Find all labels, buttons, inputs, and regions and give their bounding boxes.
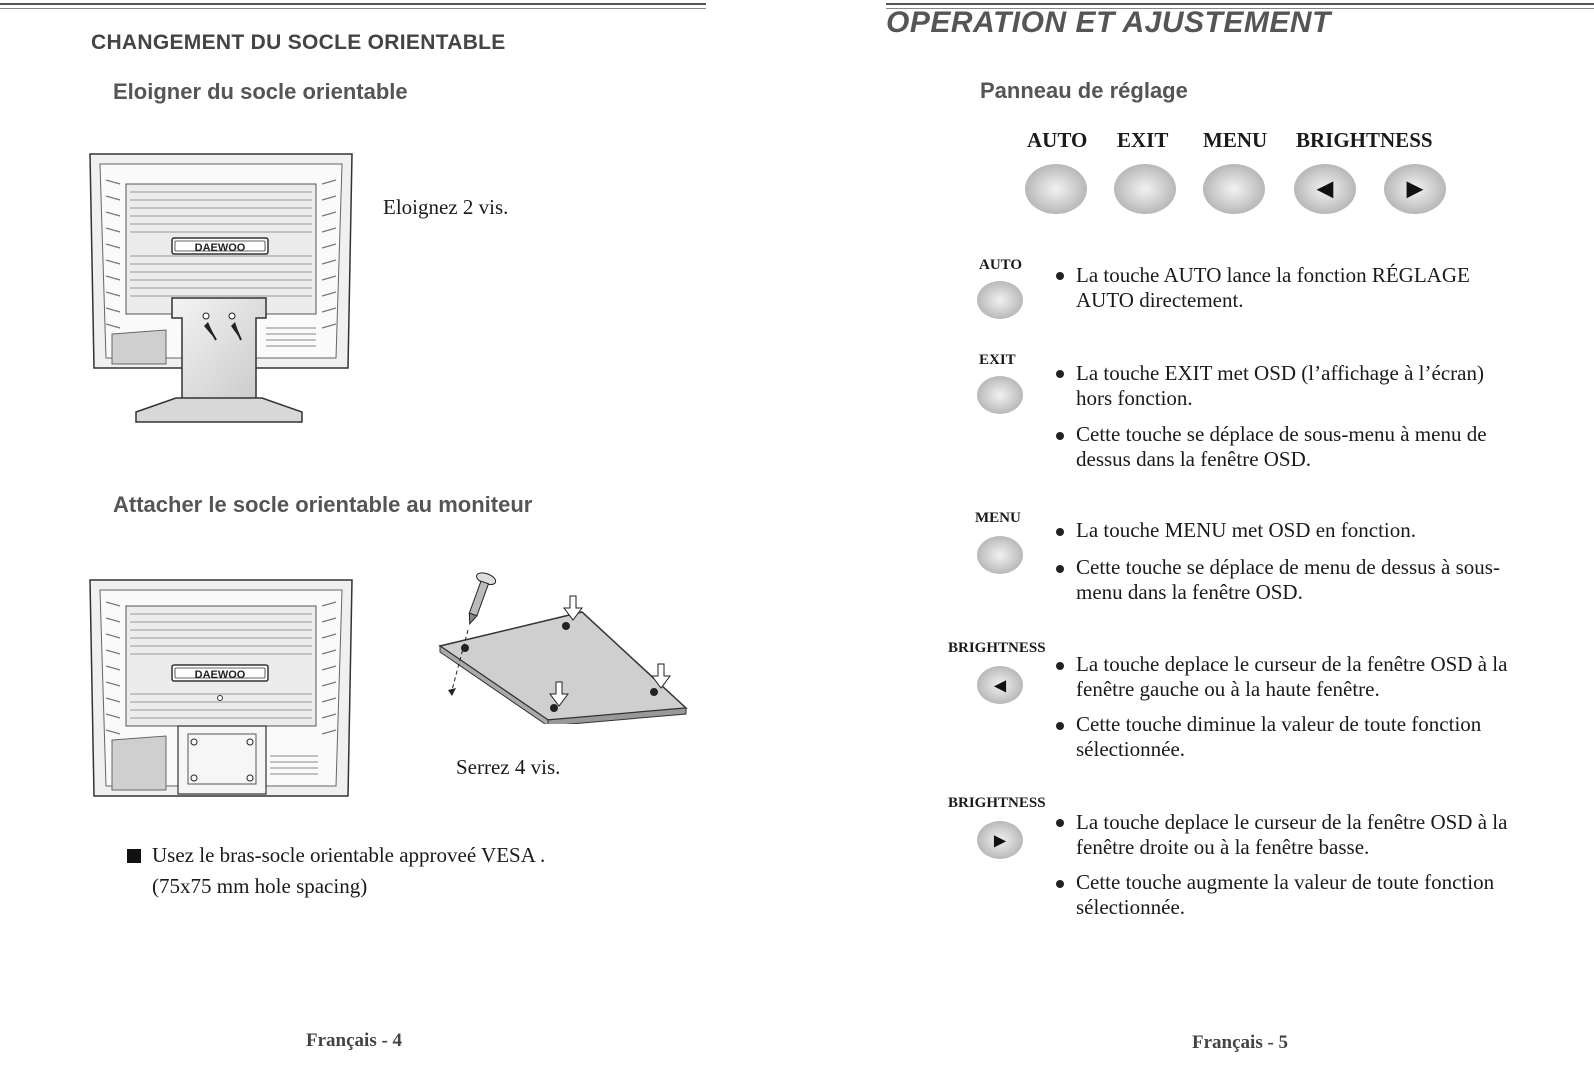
- auto-key-icon: [977, 281, 1023, 319]
- panel-label-exit: EXIT: [1117, 128, 1169, 152]
- item-label-brightness-right: BRIGHTNESS: [948, 795, 1046, 811]
- monitor-back-attach-illustration: [86, 576, 358, 802]
- brightness-right-button[interactable]: [1384, 164, 1446, 214]
- auto-button[interactable]: [1025, 164, 1087, 214]
- auto-desc-line-2: AUTO directement.: [1076, 288, 1244, 312]
- menu-desc-2-line-2: menu dans la fenêtre OSD.: [1076, 580, 1303, 604]
- bullet-dot: [1056, 662, 1064, 670]
- brightness-left-desc-1-line-2: fenêtre gauche ou à la haute fenêtre.: [1076, 677, 1380, 701]
- left-triangle-icon: ◀: [993, 675, 1007, 695]
- bullet-dot: [1056, 272, 1064, 280]
- item-label-auto: AUTO: [979, 257, 1023, 273]
- brightness-right-desc-2-line-1: Cette touche augmente la valeur de toute fonction: [1076, 870, 1495, 894]
- exit-button[interactable]: [1114, 164, 1176, 214]
- brand-logo-text: DAEWOO: [194, 242, 246, 254]
- item-label-exit: EXIT: [979, 352, 1016, 368]
- bullet-dot: [1056, 528, 1064, 536]
- brightness-right-desc-2-line-2: sélectionnée.: [1076, 895, 1186, 919]
- right-triangle-icon: ▶: [993, 830, 1007, 850]
- panel-label-menu: MENU: [1203, 128, 1268, 152]
- caption-attach: Serrez 4 vis.: [456, 755, 561, 779]
- exit-desc-1-line-1: La touche EXIT met OSD (l’affichage à l’écran): [1076, 361, 1484, 385]
- bullet-dot: [1056, 565, 1064, 573]
- subsection-title-attach: Attacher le socle orientable au moniteur: [113, 492, 533, 517]
- item-label-menu: MENU: [975, 510, 1021, 526]
- bullet-dot: [1056, 432, 1064, 440]
- brightness-left-desc-1-line-1: La touche deplace le curseur de la fenêtre OSD à la: [1076, 652, 1508, 676]
- exit-key-icon: [977, 376, 1023, 414]
- page-title: OPERATION ET AJUSTEMENT: [886, 6, 1331, 39]
- note-line-2: (75x75 mm hole spacing): [152, 874, 368, 898]
- bullet-dot: [1056, 722, 1064, 730]
- exit-desc-1-line-2: hors fonction.: [1076, 386, 1193, 410]
- subsection-title-panel: Panneau de réglage: [980, 78, 1188, 103]
- section-title: CHANGEMENT DU SOCLE ORIENTABLE: [91, 31, 506, 54]
- exit-desc-2-line-1: Cette touche se déplace de sous-menu à menu de: [1076, 422, 1487, 446]
- brightness-right-desc-1-line-1: La touche deplace le curseur de la fenêtre OSD à la: [1076, 810, 1508, 834]
- left-triangle-icon: ◀: [1316, 176, 1334, 202]
- monitor-back-remove-illustration: [86, 150, 358, 425]
- footer-left: Français - 4: [306, 1030, 403, 1051]
- brightness-left-desc-2-line-1: Cette touche diminue la valeur de toute fonction: [1076, 712, 1482, 736]
- menu-desc-1-line-1: La touche MENU met OSD en fonction.: [1076, 518, 1417, 542]
- caption-remove: Eloignez 2 vis.: [383, 195, 509, 219]
- menu-key-icon: [977, 536, 1023, 574]
- auto-desc-line-1: La touche AUTO lance la fonction RÉGLAGE: [1076, 263, 1470, 287]
- exit-desc-2-line-2: dessus dans la fenêtre OSD.: [1076, 447, 1312, 471]
- note-square-bullet: [127, 849, 141, 863]
- panel-label-auto: AUTO: [1027, 128, 1088, 152]
- brightness-left-key: [977, 666, 1023, 704]
- brightness-right-desc-1-line-2: fenêtre droite ou à la fenêtre basse.: [1076, 835, 1370, 859]
- note-line-1: Usez le bras-socle orientable approveé VESA .: [152, 843, 546, 867]
- panel-label-brightness: BRIGHTNESS: [1296, 128, 1433, 152]
- bullet-dot: [1056, 370, 1064, 378]
- footer-right: Français - 5: [1192, 1032, 1289, 1053]
- right-triangle-icon: ▶: [1406, 176, 1424, 202]
- menu-button[interactable]: [1203, 164, 1265, 214]
- brightness-left-button[interactable]: [1294, 164, 1356, 214]
- top-rule-left: [0, 3, 706, 5]
- subsection-title-remove: Eloigner du socle orientable: [113, 79, 408, 104]
- top-rule-right: [886, 3, 1594, 5]
- top-rule-left-thin: [0, 8, 706, 9]
- bullet-dot: [1056, 880, 1064, 888]
- vesa-plate-illustration: [432, 568, 696, 724]
- brand-logo-text: DAEWOO: [194, 669, 246, 681]
- item-label-brightness-left: BRIGHTNESS: [948, 640, 1046, 656]
- brightness-right-key: [977, 821, 1023, 859]
- bullet-dot: [1056, 819, 1064, 827]
- menu-desc-2-line-1: Cette touche se déplace de menu de dessus à sous-: [1076, 555, 1500, 579]
- brightness-left-desc-2-line-2: sélectionnée.: [1076, 737, 1186, 761]
